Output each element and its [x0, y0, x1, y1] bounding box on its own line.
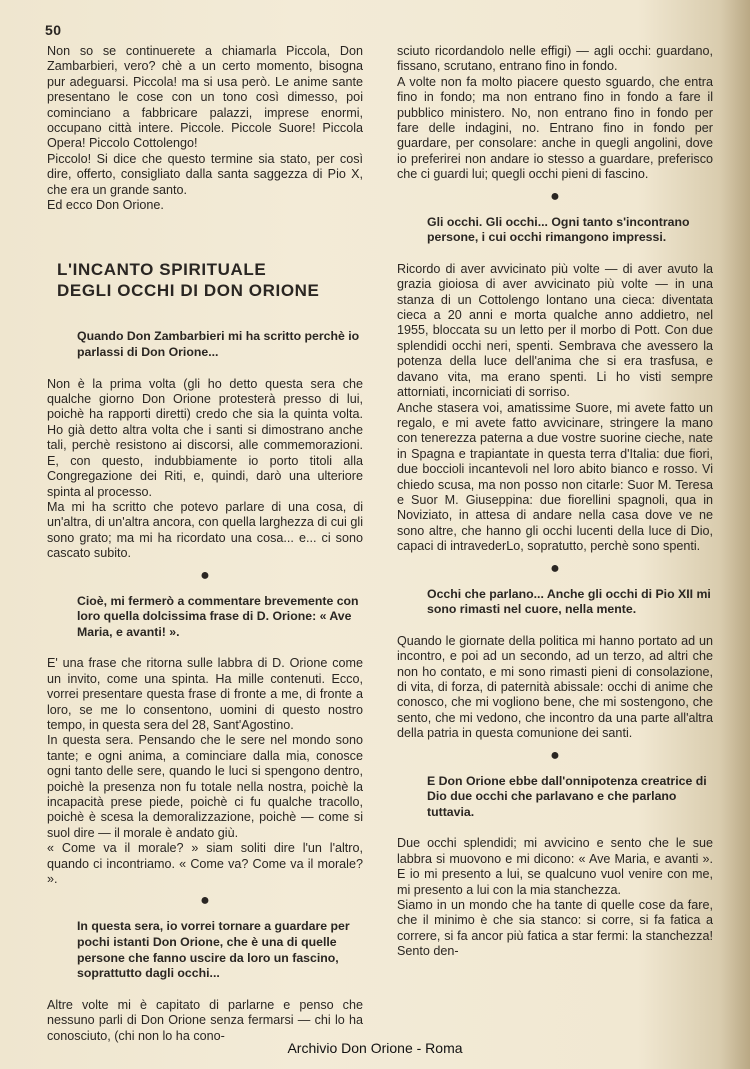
paragraph: Ma mi ha scritto che potevo parlare di una cosa, di un'altra, di un'altra ancora, con quella larghezza di cui gli sono grato; ma mi ha ricordato una cosa... e... ci sono cascato subito.	[47, 499, 363, 561]
paragraph: In questa sera. Pensando che le sere nel mondo sono tante; e ogni anima, a cominciare dalla mia, conosce ogni tanto delle sere, quando le luci si spengono dentro, poichè la presenza non fu totale nella nostra, poichè la incapacità prese piede, poichè ci fu qualche tracollo, poichè è scesa la demoralizzazione, poichè — come si suol dire — il morale è andato giù.	[47, 733, 363, 840]
paragraph: Siamo in un mondo che ha tante di quelle cose da fare, che il minimo è che sia stanco: si corre, si fa fatica a correre, si fa ancor più fatica a star fermi: la stanchezza! Sento den-	[397, 898, 713, 959]
left-column	[47, 44, 363, 1044]
paragraph: Piccolo! Si dice che questo termine sia stato, per così dire, offerto, consigliato dalla santa saggezza di Pio X, che era un grande santo.	[47, 151, 363, 197]
page-number: 50	[45, 22, 62, 38]
paragraph: Ricordo di aver avvicinato più volte — di aver avuto la grazia gioiosa di aver avvicinato più volte — in una stanza di un Cottolengo lontano una cieca: diventata cieca a 20 anni e morta qualche anno addietro, nel 1955, bloccata su un letto per il morbo di Pott. Con due splendidi occhi neri, spenti. Sembrava che avessero la potenza della luce dell'anima che si era trasfusa, e davano vita, ma erano spenti. Li ho visti sempre attorniati, incorniciati di sorriso.	[397, 261, 713, 400]
paragraph: « Come va il morale? » siam soliti dire l'un l'altro, quando ci incontriamo. « Come va? Come va il morale? ».	[47, 841, 363, 886]
heading-line: L'INCANTO SPIRITUALE	[57, 260, 267, 280]
subheading: Gli occhi. Gli occhi... Ogni tanto s'incontrano persone, i cui occhi rimangono impressi.	[427, 214, 690, 245]
paragraph: Non so se continuerete a chiamarla Piccola, Don Zambarbieri, vero? chè a un certo momento, bisogna pur adeguarsi. Piccola! ma si usa però. Le anime sante presentano le cose con un tono così dimesso, poi cominciano a fabbricare palazzi, imprese enormi, occupano città intere. Piccole. Piccole Suore! Piccola Opera! Piccolo Cottolengo!	[47, 44, 363, 151]
separator-dot: ●	[550, 746, 560, 764]
subheading: Cioè, mi fermerò a commentare brevemente con loro quella dolcissima frase di D. Orione: « Ave Maria, e avanti! ».	[77, 593, 359, 639]
footer-archive-label: Archivio Don Orione - Roma	[287, 1040, 463, 1056]
separator-dot: ●	[200, 892, 210, 910]
heading-line: DEGLI OCCHI DI DON ORIONE	[57, 281, 320, 301]
subheading: E Don Orione ebbe dall'onnipotenza creatrice di Dio due occhi che parlavano e che parlano tuttavia.	[427, 773, 707, 819]
paragraph: Non è la prima volta (gli ho detto questa sera che qualche giorno Don Orione protesterà presso di lui, poichè ha rapporti diretti) credo che sia la quinta volta. Ho già detto altra volta che i santi si dimostrano anche tali, perchè resistono ai discorsi, alle commemorazioni. E, con questo, indubbiamente io porto titoli alla Congregazione dei Riti, e, quindi, darò una ulteriore spinta al processo.	[47, 376, 363, 499]
paragraph: Altre volte mi è capitato di parlarne e penso che nessuno parli di Don Orione senza fermarsi — chi lo ha conosciuto, (chi non lo ha cono-	[47, 997, 363, 1043]
right-column	[397, 44, 713, 960]
paragraph: E' una frase che ritorna sulle labbra di D. Orione come un invito, come una spinta. Ha mille contenuti. Ecco, vorrei presentare questa frase di fronte a me, di fronte a loro, se me lo consentono, uomini di questo nostro tempo, in questa sera del 28, Sant'Agostino.	[47, 656, 363, 732]
section-heading	[57, 259, 363, 301]
subheading: Occhi che parlano... Anche gli occhi di Pio XII mi sono rimasti nel cuore, nella mente.	[427, 586, 711, 617]
subheading: In questa sera, io vorrei tornare a guardare per pochi istanti Don Orione, che è una di quelle persone che fanno uscire da loro un fascino, soprattutto dagli occhi...	[77, 919, 350, 981]
paragraph: A volte non fa molto piacere questo sguardo, che entra fino in fondo; ma non entrano fino in fondo a fare il pubblico ministero. No, non entrano fino in fondo per fare delle indagini, no. Entrano fino in fondo per guardare, per consolare: anche in quegli angolini, dove io preferirei non andare io stesso a guardare, preferisco che ci guardi lui; quegli occhi pieni di fascino.	[397, 74, 713, 182]
paragraph: Due occhi splendidi; mi avvicino e sento che le sue labbra si muovono e mi dicono: « Ave Maria, e avanti ». E io mi presento a lui, se qualcuno vuol venire con me, mi presento a lui con la mia stanchezza.	[397, 836, 713, 897]
paragraph: Quando le giornate della politica mi hanno portato ad un incontro, e poi ad un secondo, ad un terzo, ad altri che non ho contato, e mi sono rimasti pieni di consolazione, di vita, di forza, di paternità abissale: occhi di anime che conosco, che mi vogliono bene, che mi sostengono, che sento, che mi vedono, che incontro da una parte all'altra della patria in questa comunione dei santi.	[397, 633, 713, 741]
separator-dot: ●	[200, 566, 210, 584]
separator-dot: ●	[550, 187, 560, 205]
paragraph: sciuto ricordandolo nelle effigi) — agli occhi: guardano, fissano, scrutano, entrano fino in fondo.	[397, 44, 713, 74]
paragraph: Ed ecco Don Orione.	[47, 198, 164, 213]
paragraph: Anche stasera voi, amatissime Suore, mi avete fatto un regalo, e mi avete fatto avvicinare, stringere la mano con tenerezza paterna a due vostre suorine cieche, nate in Spagna e trapiantate in questa terra d'Italia: due fiori, due boccioli incantevoli nel loro abito bianco e rosso. Vi chiedo scusa, ma non posso non citarle: Suor M. Teresa e Suor M. Giuseppina: due fiorellini spagnoli, qua in Noviziato, in attesa di andare nella casa dove ve ne sono altre, che hanno gli occhi lucenti della luce di Dio, capaci di intravederLo, sopratutto, perchè sono spenti.	[397, 400, 713, 554]
subheading: Quando Don Zambarbieri mi ha scritto perchè io parlassi di Don Orione...	[77, 329, 360, 360]
separator-dot: ●	[550, 559, 560, 577]
